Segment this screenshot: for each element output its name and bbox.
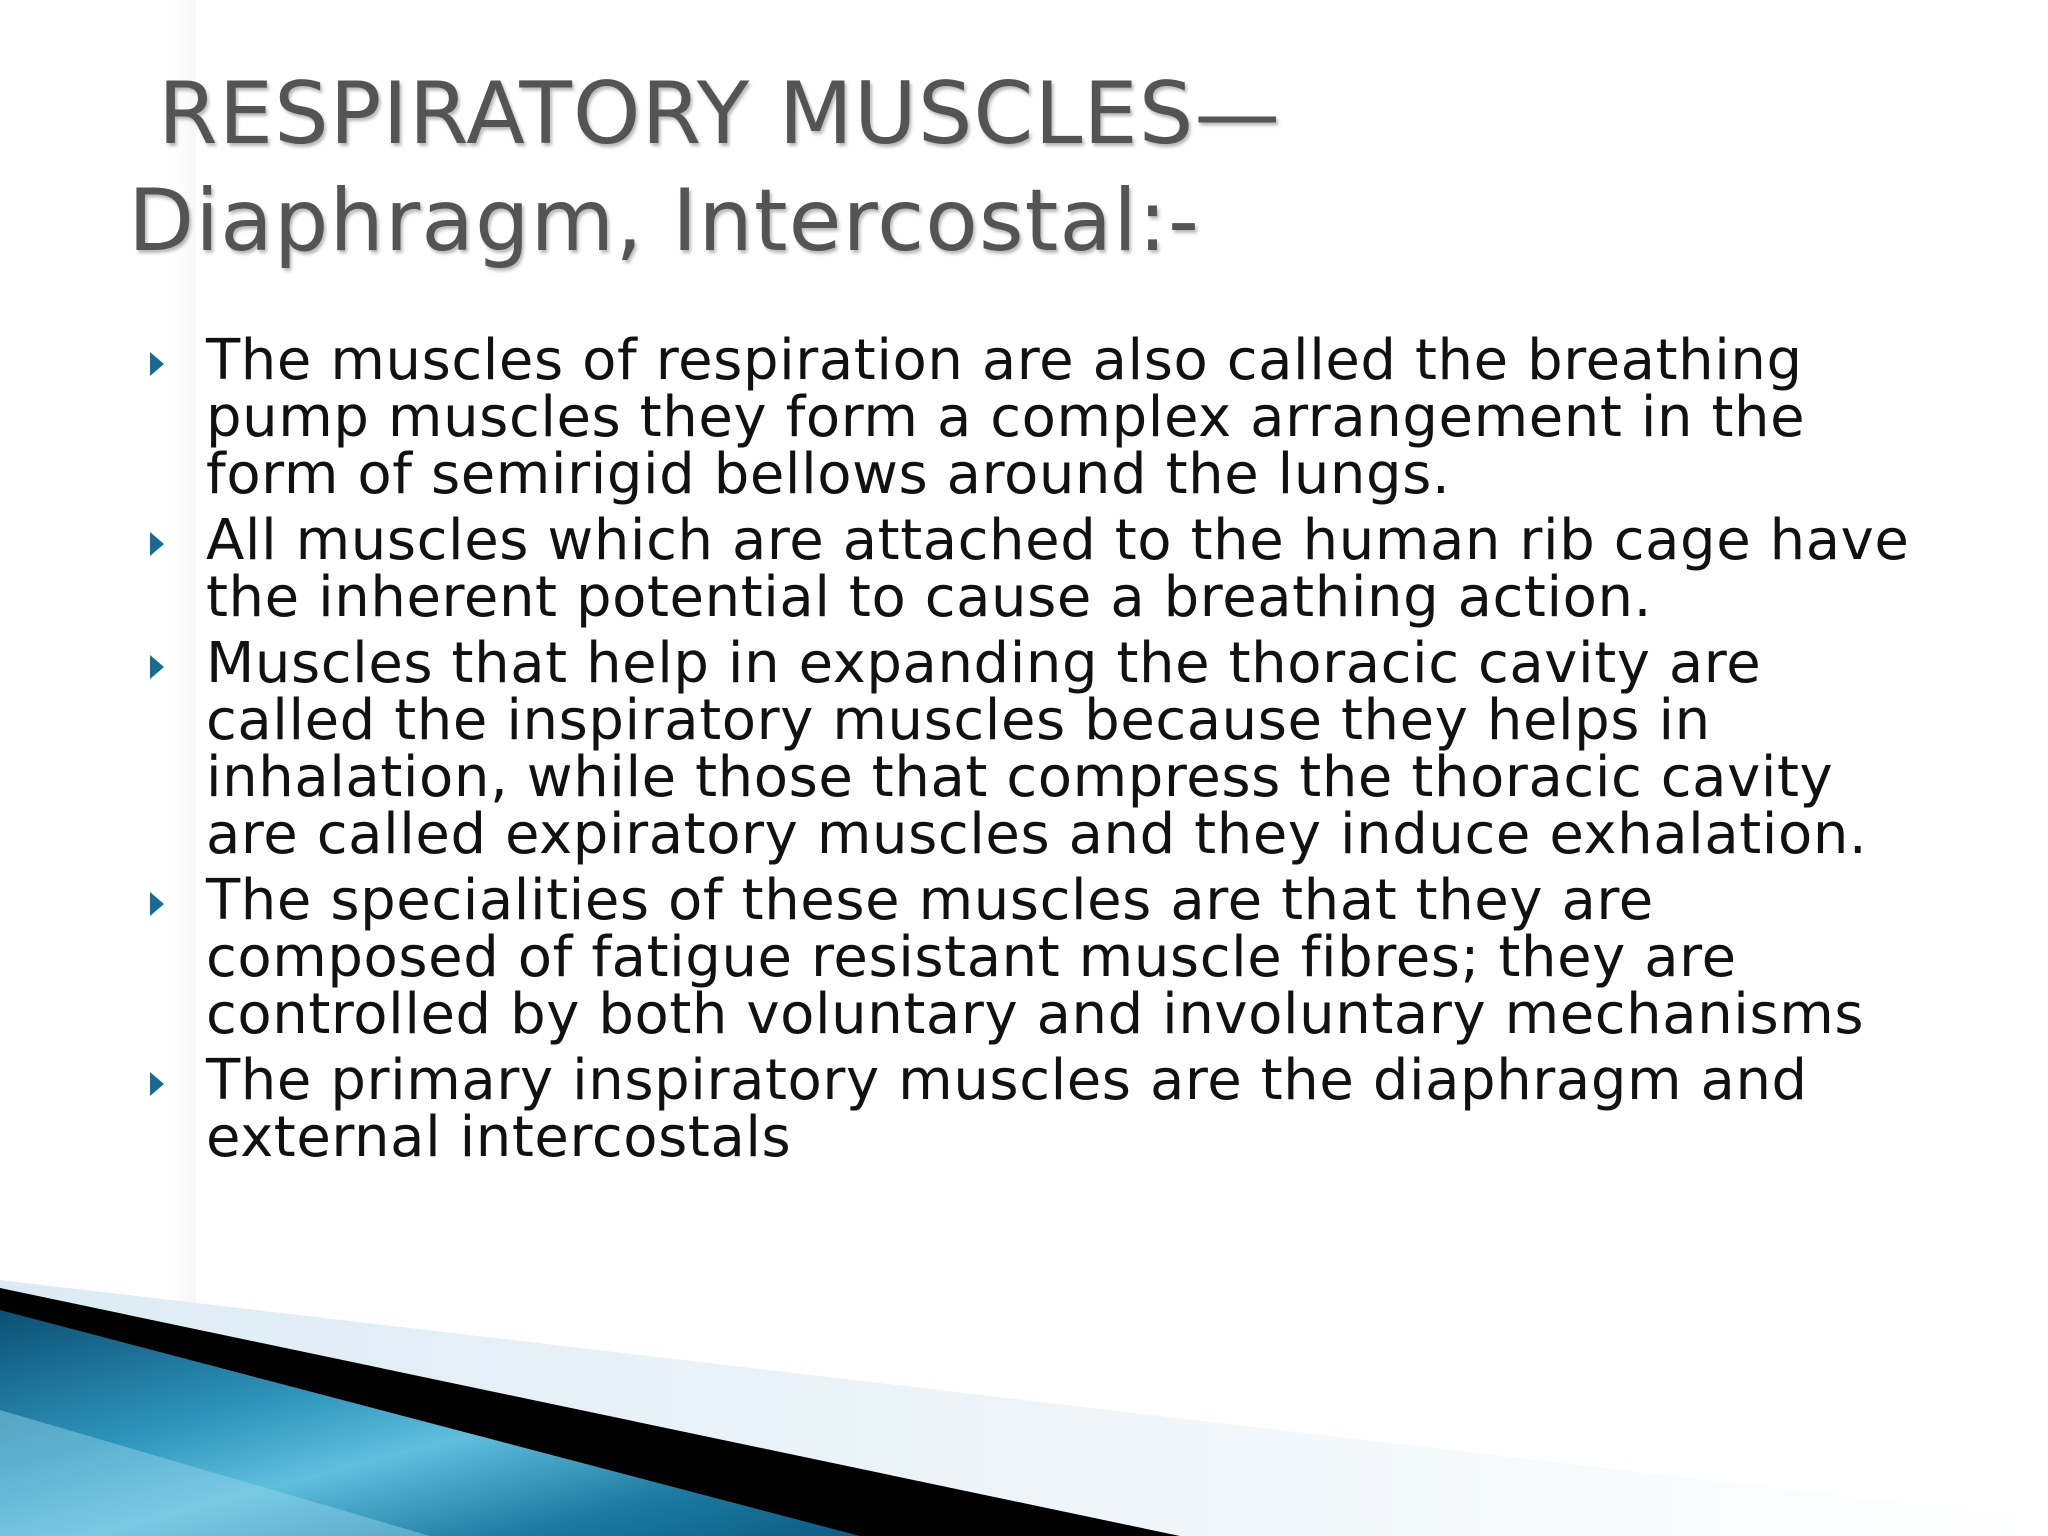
bullet-text: The primary inspiratory muscles are the diaphragm and external intercostals bbox=[206, 1048, 1808, 1170]
bullet-list bbox=[136, 328, 1936, 1175]
bullet-text: Muscles that help in expanding the thoracic cavity are called the inspiratory muscles because they helps in inhalation, while those that compress the thoracic cavity are called expiratory muscles and they induce exhalation. bbox=[206, 631, 1868, 867]
title-line-1: RESPIRATORY MUSCLES— bbox=[158, 64, 1282, 164]
decorative-swoosh bbox=[0, 1280, 2048, 1536]
slide-title bbox=[128, 62, 1828, 276]
bullet-item bbox=[136, 508, 1936, 630]
bullet-item bbox=[136, 631, 1936, 867]
triangle-right-icon bbox=[150, 532, 164, 556]
triangle-right-icon bbox=[150, 655, 164, 679]
bullet-text: The muscles of respiration are also called the breathing pump muscles they form a complex arrangement in the form of semirigid bellows around the lungs. bbox=[206, 328, 1806, 507]
title-line-2: Diaphragm, Intercostal:- bbox=[128, 171, 1200, 271]
triangle-right-icon bbox=[150, 892, 164, 916]
bullet-text: All muscles which are attached to the human rib cage have the inherent potential to cause a breathing action. bbox=[206, 508, 1910, 630]
bullet-text: The specialities of these muscles are that they are composed of fatigue resistant muscle fibres; they are controlled by both voluntary and involuntary mechanisms bbox=[206, 868, 1865, 1047]
bullet-item bbox=[136, 868, 1936, 1047]
triangle-right-icon bbox=[150, 1072, 164, 1096]
bullet-item bbox=[136, 328, 1936, 507]
bullet-item bbox=[136, 1048, 1936, 1170]
triangle-right-icon bbox=[150, 352, 164, 376]
